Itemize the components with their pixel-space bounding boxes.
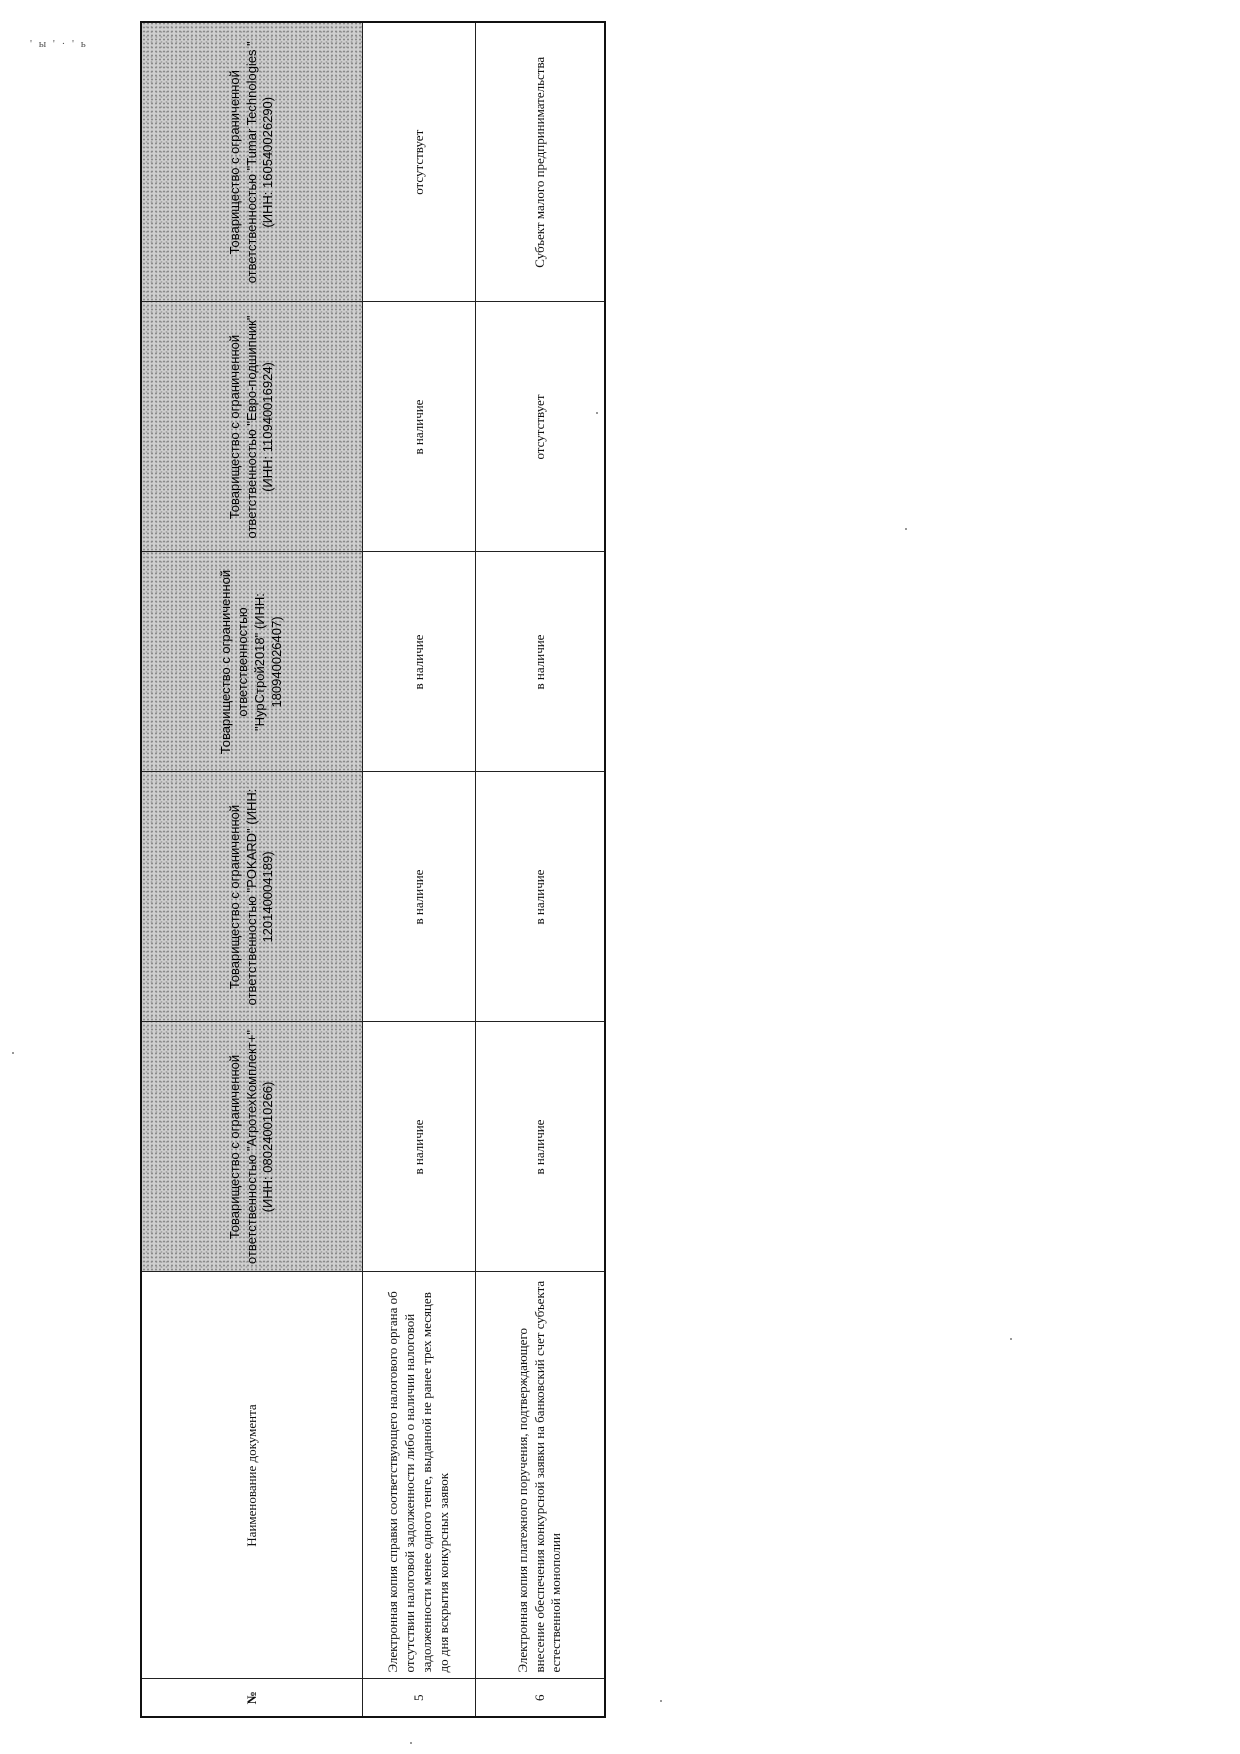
row-value: в наличие (363, 552, 476, 772)
rotated-table-wrapper (140, 23, 580, 1718)
row-value: в наличие (476, 552, 606, 772)
row-value: в наличие (363, 302, 476, 552)
header-company-4: Товарищество с ограниченной ответственностью "Евро-подшипник" (ИНН: 110940016924) (141, 302, 363, 552)
row-value: в наличие (476, 772, 606, 1022)
row-value: в наличие (363, 772, 476, 1022)
row-doc-name: Электронная копия справки соответствующего налогового органа об отсутствии налоговой задолженности либо о наличии налоговой задолженности менее одного тенге, выданной не ранее трех месяцев до дня вскрытия конкурсных заявок (363, 1272, 476, 1679)
scan-speck (1010, 1338, 1012, 1340)
header-company-5: Товарищество с ограниченной ответственностью "Tumar Technologies " (ИНН: 160540026290) (141, 22, 363, 302)
table-row (363, 22, 476, 1717)
header-doc-name: Наименование документа (141, 1272, 363, 1679)
table-row (476, 22, 606, 1717)
row-number: 6 (476, 1679, 606, 1717)
row-doc-name: Электронная копия платежного поручения, подтверждающего внесение обеспечения конкурсной заявки на банковский счет субъекта естественной монополии (476, 1272, 606, 1679)
scan-speck (660, 1700, 662, 1702)
header-company-2: Товарищество с ограниченной ответственностью "POKARD" (ИНН: 120140004189) (141, 772, 363, 1022)
scan-speck (12, 1052, 14, 1054)
scan-mark: ' ы ' · ' ь (30, 38, 88, 50)
header-number: № (141, 1679, 363, 1717)
row-value: в наличие (363, 1022, 476, 1272)
table-header-row (141, 22, 363, 1717)
row-value: отсутствует (476, 302, 606, 552)
row-value: в наличие (476, 1022, 606, 1272)
row-value: Субъект малого предпринимательства (476, 22, 606, 302)
header-company-3: Товарищество с ограниченной ответственностью "НурСтрой2018" (ИНН: 180940026407) (141, 552, 363, 772)
row-value: отсутствует (363, 22, 476, 302)
scan-speck (410, 1742, 412, 1744)
header-company-1: Товарищество с ограниченной ответственностью "АгротехКомплект+" (ИНН: 080240010266) (141, 1022, 363, 1272)
row-number: 5 (363, 1679, 476, 1717)
scan-speck (905, 528, 907, 530)
document-table (140, 21, 606, 1718)
